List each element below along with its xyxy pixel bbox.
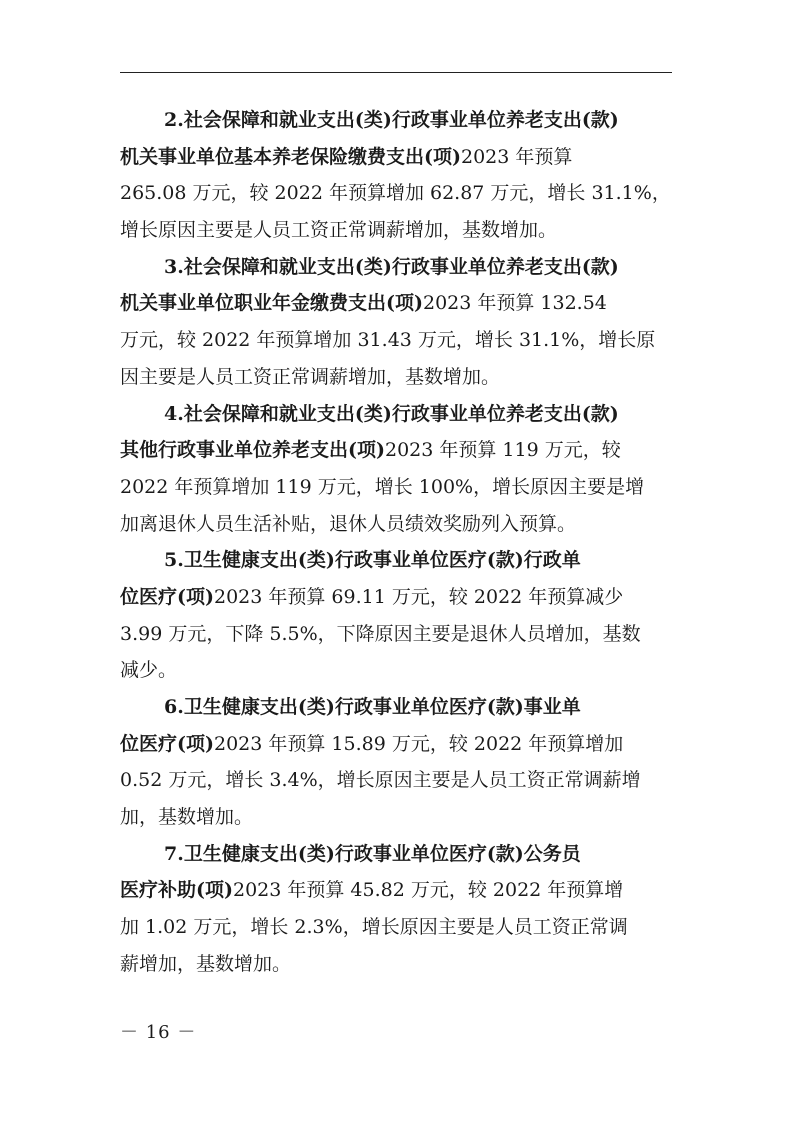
- body-text: 万元，较 2022 年预算增加 31.43 万元，增长 31.1%，增长原: [120, 329, 656, 352]
- text-line: [120, 726, 672, 763]
- body-text: 3.99 万元，下降 5.5%，下降原因主要是退休人员增加，基数: [120, 622, 641, 645]
- body-text: 2023 年预算: [460, 145, 573, 168]
- text-line: [120, 359, 672, 396]
- text-line: [120, 285, 672, 322]
- header-rule: [120, 72, 672, 73]
- body-text: 减少。: [120, 659, 178, 682]
- body-text: 增长原因主要是人员工资正常调薪增加，基数增加。: [120, 219, 558, 242]
- text-line: [120, 836, 672, 873]
- text-line: [120, 872, 672, 909]
- text-line: [120, 139, 672, 176]
- body-text: 薪增加，基数增加。: [120, 952, 292, 975]
- bold-heading-text: 其他行政事业单位养老支出(项): [120, 439, 385, 462]
- body-text: 0.52 万元，增长 3.4%，增长原因主要是人员工资正常调薪增: [120, 769, 641, 792]
- body-text: 因主要是人员工资正常调薪增加，基数增加。: [120, 365, 501, 388]
- body-text: 2023 年预算 15.89 万元，较 2022 年预算增加: [213, 732, 624, 755]
- document-body: [120, 102, 672, 983]
- paragraph-admin-medical: [120, 542, 672, 689]
- text-line: [120, 652, 672, 689]
- text-line: [120, 909, 672, 946]
- text-line: [120, 616, 672, 653]
- bold-heading-text: 位医疗(项): [120, 585, 214, 608]
- text-line: [120, 175, 672, 212]
- text-line: [120, 579, 672, 616]
- bold-heading-text: 机关事业单位基本养老保险缴费支出(项): [120, 145, 461, 168]
- bold-heading-text: 4.社会保障和就业支出(类)行政事业单位养老支出(款): [164, 402, 619, 425]
- text-line: [120, 542, 672, 579]
- bold-heading-text: 6.卫生健康支出(类)行政事业单位医疗(款)事业单: [164, 696, 581, 718]
- body-text: 2023 年预算 132.54: [422, 292, 607, 315]
- text-line: [120, 212, 672, 249]
- text-line: [120, 432, 672, 469]
- page-number: － 16 －: [120, 1022, 197, 1043]
- body-text: 265.08 万元，较 2022 年预算增加 62.87 万元，增长 31.1%，: [120, 182, 671, 205]
- bold-heading-text: 7.卫生健康支出(类)行政事业单位医疗(款)公务员: [164, 842, 581, 865]
- body-text: 加，基数增加。: [120, 806, 254, 829]
- body-text: 2023 年预算 45.82 万元，较 2022 年预算增: [232, 879, 624, 902]
- bold-heading-text: 机关事业单位职业年金缴费支出(项): [120, 292, 423, 315]
- body-text: 2023 年预算 69.11 万元，较 2022 年预算减少: [213, 585, 624, 608]
- text-line: [120, 322, 672, 359]
- text-line: [120, 102, 672, 139]
- text-line: [120, 762, 672, 799]
- text-line: [120, 689, 672, 726]
- bold-heading-text: 3.社会保障和就业支出(类)行政事业单位养老支出(款): [164, 255, 619, 278]
- paragraph-pension-basic-insurance: [120, 102, 672, 249]
- text-line: [120, 249, 672, 286]
- body-text: 2022 年预算增加 119 万元，增长 100%，增长原因主要是增: [120, 475, 645, 498]
- bold-heading-text: 医疗补助(项): [120, 879, 233, 902]
- bold-heading-text: 5.卫生健康支出(类)行政事业单位医疗(款)行政单: [164, 549, 581, 572]
- paragraph-civil-servant-medical-subsidy: [120, 836, 672, 983]
- text-line: [120, 506, 672, 543]
- text-line: [120, 469, 672, 506]
- text-line: [120, 799, 672, 836]
- bold-heading-text: 2.社会保障和就业支出(类)行政事业单位养老支出(款): [164, 109, 619, 131]
- text-line: [120, 396, 672, 433]
- paragraph-public-institution-medical: [120, 689, 672, 836]
- text-line: [120, 946, 672, 983]
- body-text: 2023 年预算 119 万元，较: [384, 439, 621, 462]
- paragraph-occupational-annuity: [120, 249, 672, 396]
- bold-heading-text: 位医疗(项): [120, 732, 214, 755]
- body-text: 加离退休人员生活补贴，退休人员绩效奖励列入预算。: [120, 512, 577, 535]
- paragraph-other-pension: [120, 396, 672, 543]
- body-text: 加 1.02 万元，增长 2.3%，增长原因主要是人员工资正常调: [120, 916, 628, 939]
